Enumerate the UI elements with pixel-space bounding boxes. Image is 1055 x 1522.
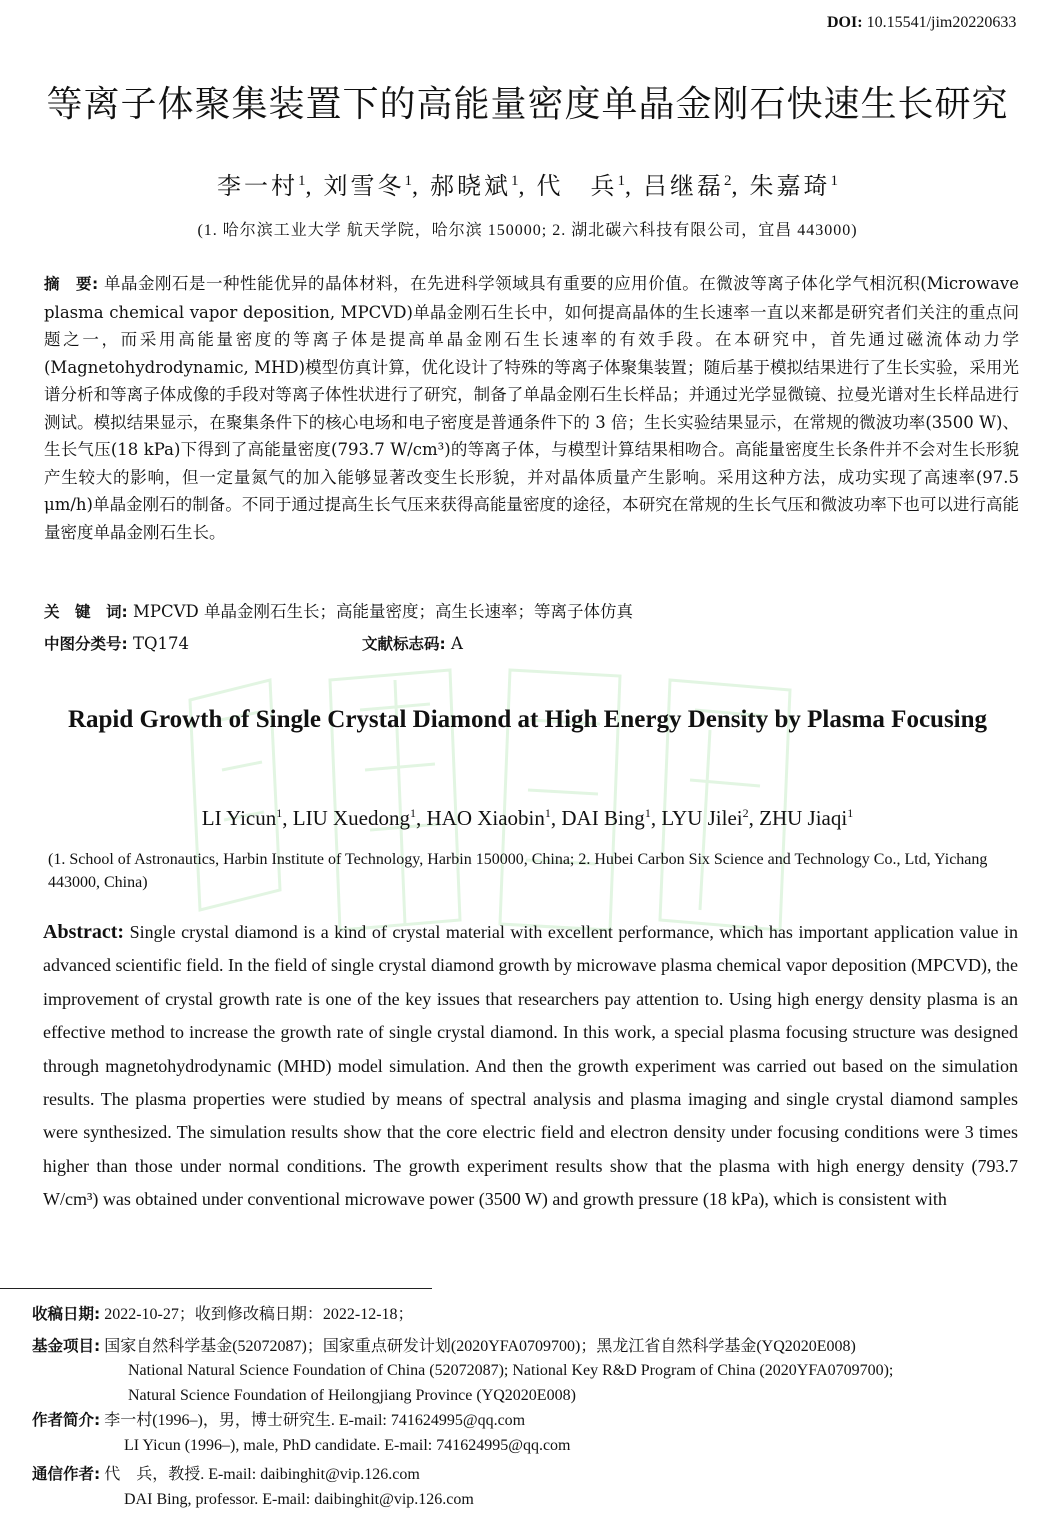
author-en: LIU Xuedong (292, 806, 410, 830)
footnote-fund (32, 1334, 856, 1360)
author-info-cn: 李一村(1996–)，男，博士研究生. E-mail: 741624995@qq.com (104, 1412, 526, 1429)
journal-watermark (150, 640, 870, 960)
author-aff: 1 (298, 173, 306, 189)
footnote-author (32, 1408, 525, 1434)
author-cn: 代 兵 (536, 174, 618, 200)
author-aff: 1 (511, 173, 519, 189)
abstract-cn-label: 摘 要: (44, 275, 99, 293)
classification-value: TQ174 (132, 634, 189, 653)
author-aff: 1 (544, 806, 551, 820)
author-aff: 1 (404, 173, 412, 189)
received-text: 2022-10-27；收到修改稿日期：2022-12-18； (104, 1306, 414, 1323)
author-aff: 1 (617, 173, 625, 189)
author-aff: 1 (847, 806, 854, 820)
author-aff: 1 (409, 806, 416, 820)
doc-code-cn (362, 632, 463, 654)
fund-label: 基金项目: (32, 1337, 101, 1355)
title-cn: 等离子体聚集装置下的高能量密度单晶金刚石快速生长研究 (46, 84, 1009, 125)
doc-code-value: A (450, 634, 463, 653)
abstract-en (43, 916, 1018, 1217)
author-aff: 1 (644, 806, 651, 820)
author-en: DAI Bing (561, 806, 645, 830)
fund-en-1: National Natural Science Foundation of China (52072087); National Key R&D Program of China (2020YFA0709700); (128, 1362, 894, 1379)
author-en: ZHU Jiaqi (759, 806, 848, 830)
author-aff: 2 (742, 806, 749, 820)
fund-cn: 国家自然科学基金(52072087)；国家重点研发计划(2020YFA0709700)；黑龙江省自然科学基金(YQ2020E008) (104, 1338, 856, 1355)
doi-label: DOI: (827, 14, 863, 31)
author-cn: 李一村 (217, 174, 298, 200)
authors-en: LI Yicun$^1$, LIU Xuedong$^1$, HAO Xiaobin$^1$, DAI Bing$^1$, LYU Jilei$^2$, ZHU Jiaqi$^1$ (201, 806, 854, 830)
doi-line (827, 14, 1055, 32)
author-info-label: 作者简介: (32, 1411, 101, 1429)
abstract-cn-text: 单晶金刚石是一种性能优异的晶体材料，在先进科学领域具有重要的应用价值。在微波等离子体化学气相沉积(Microwave plasma chemical vapor deposition, MPCVD)单晶金刚石生长中，如何提高晶体的生长速率一直以来都是研究者们关注的重点问题之一，而采用高能量密度的等离子体是提高单晶金刚石生长速率的有效手段。在本研究中，首先通过磁流体动力学(Magnetohydrodynamic, MHD)模型仿真计算，优化设计了特殊的等离子体聚集装置；随后基于模拟结果进行了生长实验，采用光谱分析和等离子体成像的手段对等离子体性状进行了研究，制备了单晶金刚石生长样品；并通过光学显微镜、拉曼光谱对生长样品进行测试。模拟结果显示，在聚集条件下的核心电场和电子密度是普通条件下的 3 倍；生长实验结果显示，在常规的微波功率(3500 W)、生长气压(18 kPa)下得到了高能量密度(793.7 W/cm³)的等离子体，与模型计算结果相吻合。高能量密度生长条件并不会对生长形貌产生较大的影响，但一定量氮气的加入能够显著改变生长形貌，并对晶体质量产生影响。采用这种方法，成功实现了高速率(97.5 μm/h)单晶金刚石的制备。不同于通过提高生长气压来获得高能量密度的途径，本研究在常规的生长气压和微波功率下也可以进行高能量密度单晶金刚石生长。 (44, 274, 1020, 542)
authors-cn: 李一村$^1$, 刘雪冬$^1$, 郝晓斌$^1$, 代 兵$^1$, 吕继磊$^2$, 朱嘉琦$^1$ (217, 173, 838, 200)
footnote-corresponding (32, 1462, 420, 1488)
author-aff: 1 (830, 173, 838, 189)
author-cn: 朱嘉琦 (749, 174, 831, 200)
received-label: 收稿日期: (32, 1305, 101, 1323)
author-cn: 郝晓斌 (430, 174, 511, 200)
doi-value: 10.15541/jim20220633 (866, 14, 1017, 31)
abstract-en-text: Single crystal diamond is a kind of crystal material with excellent performance, which has important application value in advanced scientific field. In the field of single crystal diamond growth by microwave plasma chemical vapor deposition (MPCVD), the improvement of crystal growth rate is one of the key issues that researchers pay attention to. Using high energy density plasma is an effective method to increase the growth rate of single crystal diamond. In this work, a special plasma focusing structure was designed through magnetohydrodynamic (MHD) model simulation. And then the growth experiment was carried out based on the simulation results. The plasma properties were studied by means of spectral analysis and plasma imaging and single crystal diamond samples were synthesized. The simulation results show that the core electric field and electron density under focusing conditions were 3 times higher than those under normal conditions. The growth experiment results show that the plasma with high energy density (793.7 W/cm³) was obtained under conventional microwave power (3500 W) and growth pressure (18 kPa), which is consistent with (43, 922, 1019, 1210)
corresponding-en: DAI Bing, professor. E-mail: daibinghit@vip.126.com (124, 1491, 474, 1508)
author-en: LYU Jilei (661, 806, 743, 830)
author-cn: 刘雪冬 (323, 174, 405, 200)
keywords-cn (44, 598, 633, 622)
abstract-en-label: Abstract: (43, 921, 125, 943)
author-aff: 1 (276, 806, 283, 820)
classification-label: 中图分类号: (44, 635, 128, 653)
footnote-divider (0, 1288, 432, 1289)
footnote-received (32, 1302, 414, 1328)
corresponding-cn: 代 兵，教授. E-mail: daibinghit@vip.126.com (104, 1466, 420, 1483)
title-en: Rapid Growth of Single Crystal Diamond at High Energy Density by Plasma Focusing (67, 706, 988, 733)
abstract-cn (44, 270, 1019, 546)
fund-en-2: Natural Science Foundation of Heilongjiang Province (YQ2020E008) (128, 1387, 576, 1404)
corresponding-label: 通信作者: (32, 1465, 101, 1483)
classification-cn (44, 632, 189, 654)
author-en: HAO Xiaobin (426, 806, 545, 830)
affiliation-en: (1. School of Astronautics, Harbin Institute of Technology, Harbin 150000, China; 2. Hubei Carbon Six Science and Technology Co., Ltd, Yichang 443000, China) (48, 851, 988, 891)
affiliation-cn: (1. 哈尔滨工业大学 航天学院，哈尔滨 150000; 2. 湖北碳六科技有限公司，宜昌 443000) (197, 222, 858, 239)
doc-code-label: 文献标志码: (362, 635, 446, 653)
author-cn: 吕继磊 (643, 174, 724, 200)
author-en: LI Yicun (201, 806, 277, 830)
author-info-en: LI Yicun (1996–), male, PhD candidate. E-mail: 741624995@qq.com (124, 1437, 571, 1454)
author-aff: 2 (724, 173, 732, 189)
keywords-cn-label: 关 键 词: (44, 603, 128, 621)
keywords-cn-text: MPCVD 单晶金刚石生长；高能量密度；高生长速率；等离子体仿真 (132, 602, 633, 621)
